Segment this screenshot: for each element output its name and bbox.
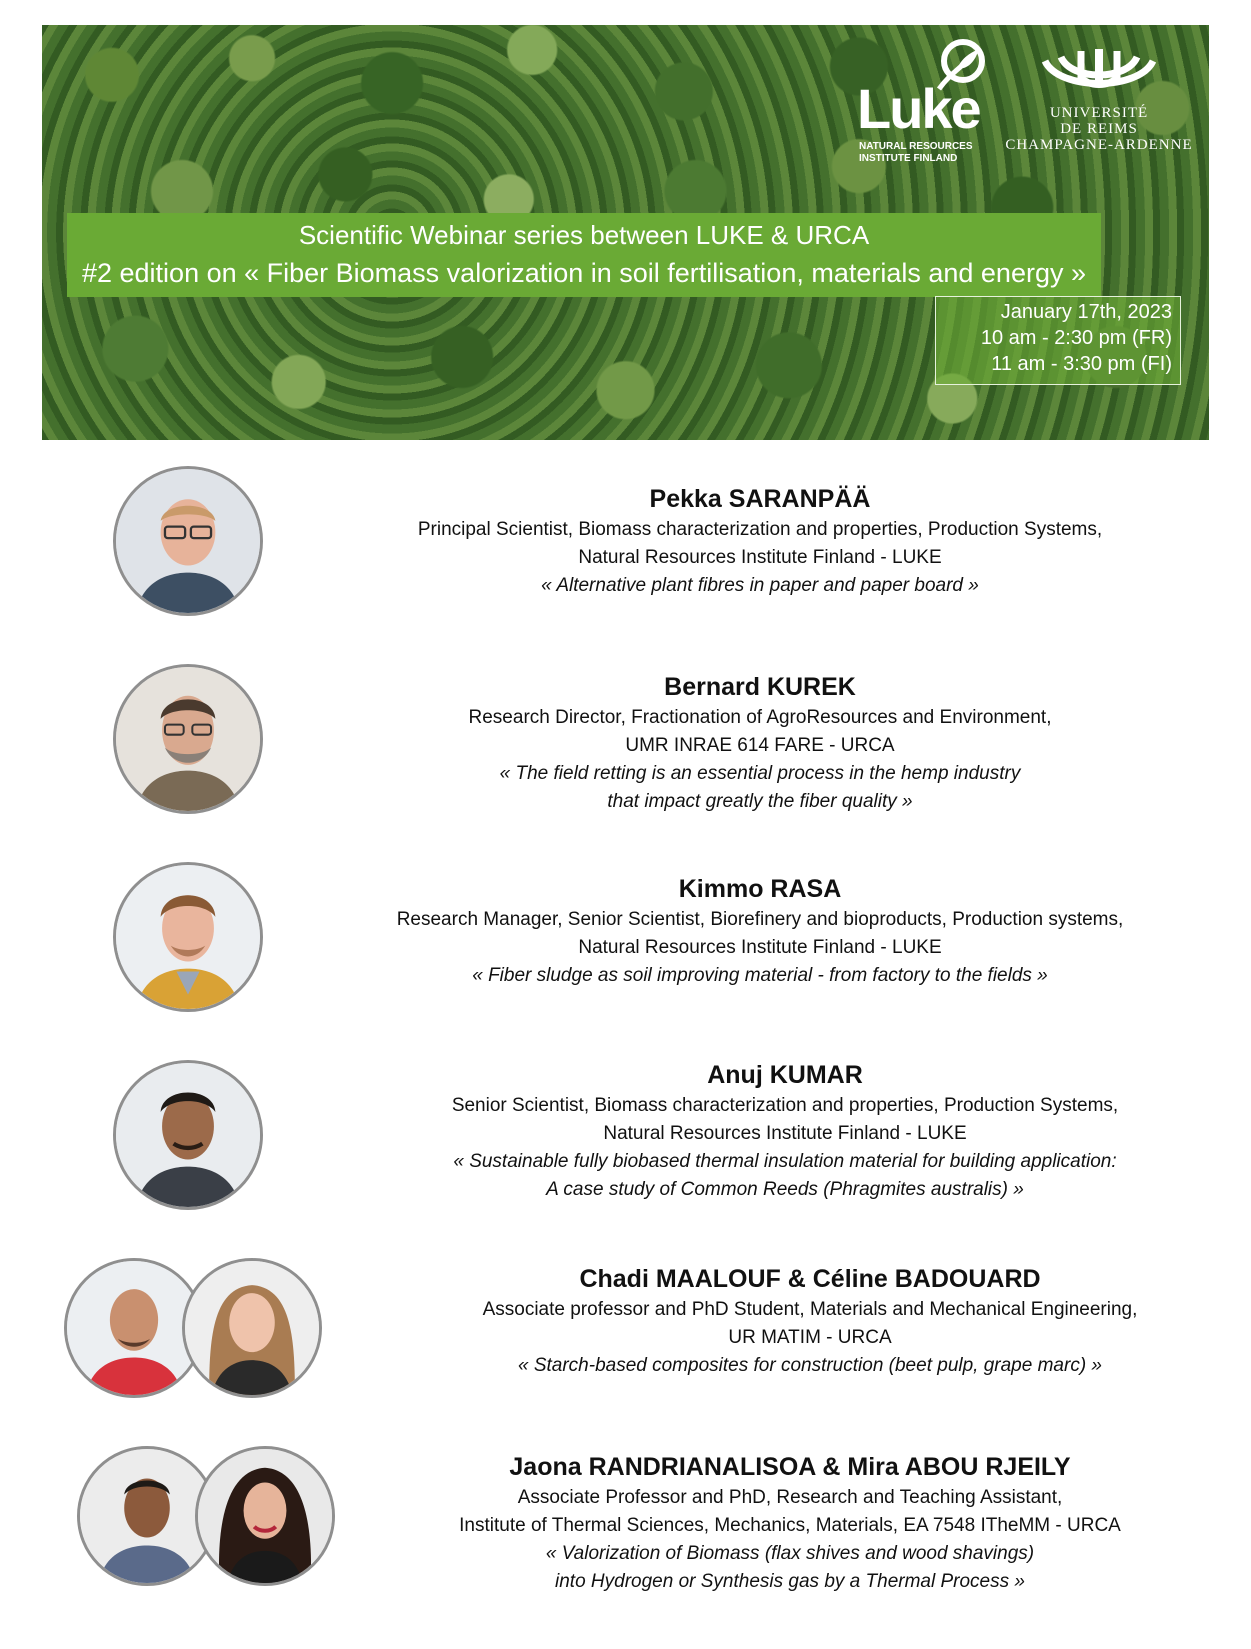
- speaker-info: [320, 872, 1200, 990]
- speaker-photo: [113, 1060, 263, 1210]
- speaker-affiliation: Natural Resources Institute Finland - LUKE: [603, 1123, 967, 1144]
- urca-name: UNIVERSITÉ DE REIMS CHAMPAGNE-ARDENNE: [1005, 105, 1193, 153]
- talk-title: « Alternative plant fibres in paper and paper board »: [541, 575, 979, 596]
- speaker-name: Anuj KUMAR: [707, 1061, 863, 1089]
- speaker-role: Senior Scientist, Biomass characterization and properties, Production Systems,: [451, 1095, 1119, 1116]
- event-date: January 17th, 2023: [1000, 301, 1172, 323]
- speaker-affiliation: Natural Resources Institute Finland - LUKE: [578, 937, 942, 958]
- person-portrait-icon: [116, 1063, 260, 1207]
- person-portrait-icon: [116, 865, 260, 1009]
- speaker-affiliation: UR MATIM - URCA: [728, 1327, 892, 1348]
- speaker-role: Research Manager, Senior Scientist, Biorefinery and bioproducts, Production systems,: [396, 909, 1124, 930]
- person-portrait-icon: [116, 469, 260, 613]
- speaker-name: Chadi MAALOUF & Céline BADOUARD: [579, 1265, 1041, 1293]
- event-time-fr: 10 am - 2:30 pm (FR): [980, 327, 1172, 349]
- talk-title: « The field retting is an essential process in the hemp industry: [499, 763, 1021, 784]
- speaker-affiliation: Natural Resources Institute Finland - LUKE: [578, 547, 942, 568]
- urca-crest-icon: [1039, 47, 1159, 103]
- speaker-photo: [113, 862, 263, 1012]
- speaker-photo: [113, 466, 263, 616]
- speaker-role: Associate Professor and PhD, Research and Teaching Assistant,: [517, 1487, 1063, 1508]
- talk-title-continued: into Hydrogen or Synthesis gas by a Thermal Process »: [555, 1571, 1025, 1592]
- date-box: [935, 296, 1181, 385]
- speaker-name: Bernard KUREK: [664, 673, 856, 701]
- talk-title: « Starch-based composites for construction (beet pulp, grape marc) »: [517, 1355, 1102, 1376]
- speaker-affiliation: Institute of Thermal Sciences, Mechanics, Materials, EA 7548 ITheMM - URCA: [459, 1515, 1121, 1536]
- person-portrait-icon: [198, 1449, 332, 1583]
- talk-title: « Sustainable fully biobased thermal insulation material for building application:: [453, 1151, 1117, 1172]
- speaker-info: [420, 1262, 1200, 1380]
- speaker-name: Jaona RANDRIANALISOA & Mira ABOU RJEILY: [509, 1453, 1071, 1481]
- luke-logo: [857, 39, 1007, 164]
- person-portrait-icon: [116, 667, 260, 811]
- speaker-role: Principal Scientist, Biomass characterization and properties, Production Systems,: [417, 519, 1103, 540]
- person-portrait-icon: [185, 1261, 319, 1395]
- talk-title-continued: that impact greatly the fiber quality »: [607, 791, 913, 812]
- header-banner: [42, 25, 1209, 440]
- luke-subtitle: NATURAL RESOURCES INSTITUTE FINLAND: [859, 141, 973, 164]
- talk-title: « Valorization of Biomass (flax shives and wood shavings): [545, 1543, 1035, 1564]
- speaker-affiliation: UMR INRAE 614 FARE - URCA: [625, 735, 895, 756]
- event-time-fi: 11 am - 3:30 pm (FI): [991, 353, 1172, 375]
- urca-logo: [1004, 47, 1194, 177]
- speaker-photo: [195, 1446, 335, 1586]
- webinar-title: Scientific Webinar series between LUKE & URCA: [298, 220, 870, 250]
- speaker-name: Pekka SARANPÄÄ: [649, 485, 871, 513]
- person-portrait-icon: [80, 1449, 214, 1583]
- speaker-photo: [113, 664, 263, 814]
- person-portrait-icon: [67, 1261, 201, 1395]
- speaker-info: [320, 670, 1200, 816]
- webinar-edition: #2 edition on « Fiber Biomass valorization in soil fertilisation, materials and energy »: [81, 258, 1086, 288]
- luke-wordmark: Luke: [857, 77, 980, 140]
- speaker-info: [320, 482, 1200, 600]
- speaker-photo: [182, 1258, 322, 1398]
- webinar-title-box: [67, 213, 1101, 297]
- speaker-info: [320, 1058, 1250, 1204]
- talk-title: « Fiber sludge as soil improving material - from factory to the fields »: [472, 965, 1048, 986]
- speaker-role: Research Director, Fractionation of AgroResources and Environment,: [468, 707, 1052, 728]
- speaker-info: [380, 1450, 1200, 1596]
- speaker-name: Kimmo RASA: [678, 875, 842, 903]
- speaker-role: Associate professor and PhD Student, Materials and Mechanical Engineering,: [482, 1299, 1138, 1320]
- talk-title-continued: A case study of Common Reeds (Phragmites australis) »: [546, 1179, 1024, 1200]
